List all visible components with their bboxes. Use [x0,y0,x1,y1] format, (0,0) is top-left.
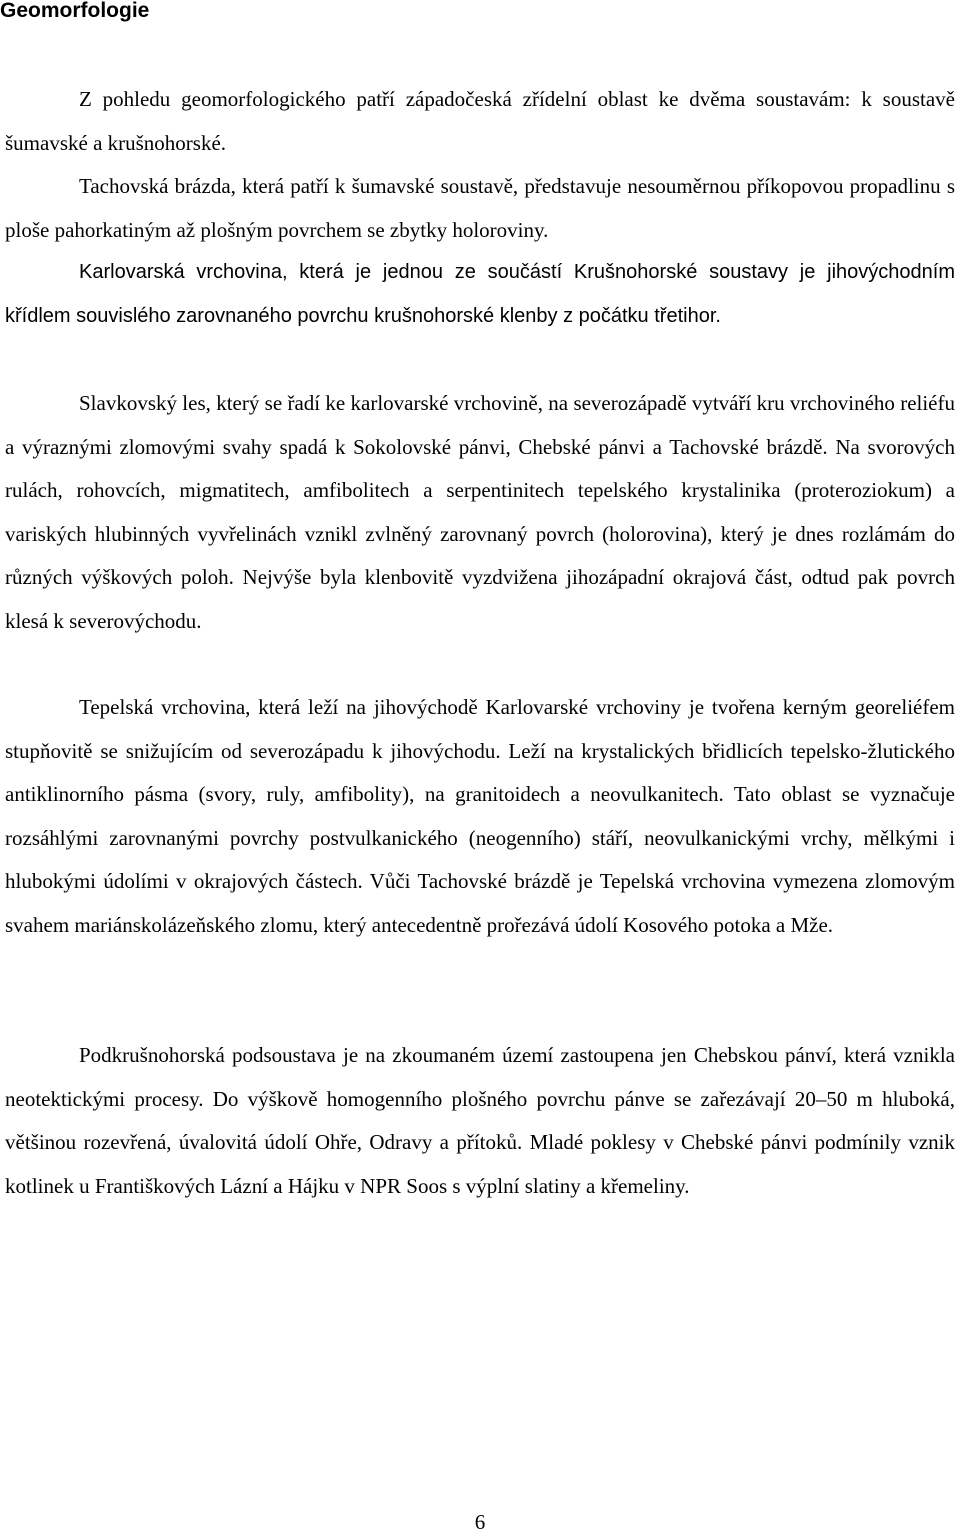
page-number: 6 [474,1510,486,1534]
page-title: Geomorfologie [0,0,150,22]
paragraph-intro: Z pohledu geomorfologického patří západočeská zřídelní oblast ke dvěma soustavám: k soustavě šumavské a krušnohorské. [5,87,955,155]
paragraph-tepelska-vrchovina: Tepelská vrchovina, která leží na jihovýchodě Karlovarské vrchoviny je tvořena kerným georeliéfem stupňovitě se snižujícím od severozápadu k jihovýchodu. Leží na krystalických břidlicích tepelsko-žlutického antiklinorního pásma (svory, ruly, amfibolity), na granitoidech a neovulkanitech. Tato oblast se vyznačuje rozsáhlými zarovnanými povrchy postvulkanického (neogenního) stáří, neovulkanickými vrchy, mělkými i hlubokými údolími v okrajových částech. Vůči Tachovské brázdě je Tepelská vrchovina vymezena zlomovým svahem mariánskolázeňského zlomu, který antecedentně prořezává údolí Kosového potoka a Mže. [5,695,955,937]
paragraph-karlovarska-vrchovina: Karlovarská vrchovina, která je jednou ze součástí Krušnohorské soustavy je jihovýchodním křídlem souvislého zarovnaného povrchu krušnohorské klenby z počátku třetihor. [5,261,955,327]
paragraph-slavkovsky-les: Slavkovský les, který se řadí ke karlovarské vrchovině, na severozápadě vytváří kru vrchoviného reliéfu a výraznými zlomovými svahy spadá k Sokolovské pánvi, Chebské pánvi a Tachovské brázdě. Na svorových rulách, rohovcích, migmatitech, amfibolitech a serpentinitech tepelského krystalinika (proteroziokum) a variských hlubinných vyvřelinách vznikl zvlněný zarovnaný povrch (holorovina), který je dnes rozlámám do různých výškových poloh. Nejvýše byla klenbovitě vyzdvižena jihozápadní okrajová část, odtud pak povrch klesá k severovýchodu. [5,391,955,633]
paragraph-podkrusnohorska-podsoustava: Podkrušnohorská podsoustava je na zkoumaném území zastoupena jen Chebskou pánví, která vznikla neotektickými procesy. Do výškově homogenního plošného povrchu pánve se zařezávají 20–50 m hluboká, většinou rozevřená, úvalovitá údolí Ohře, Odravy a přítoků. Mladé poklesy v Chebské pánvi podmínily vznik kotlinek u Františkových Lázní a Hájku v NPR Soos s výplní slatiny a křemeliny. [5,1043,955,1198]
paragraph-tachovska-brazda: Tachovská brázda, která patří k šumavské soustavě, představuje nesouměrnou příkopovou propadlinu s ploše pahorkatiným až plošným povrchem se zbytky holoroviny. [5,174,955,242]
